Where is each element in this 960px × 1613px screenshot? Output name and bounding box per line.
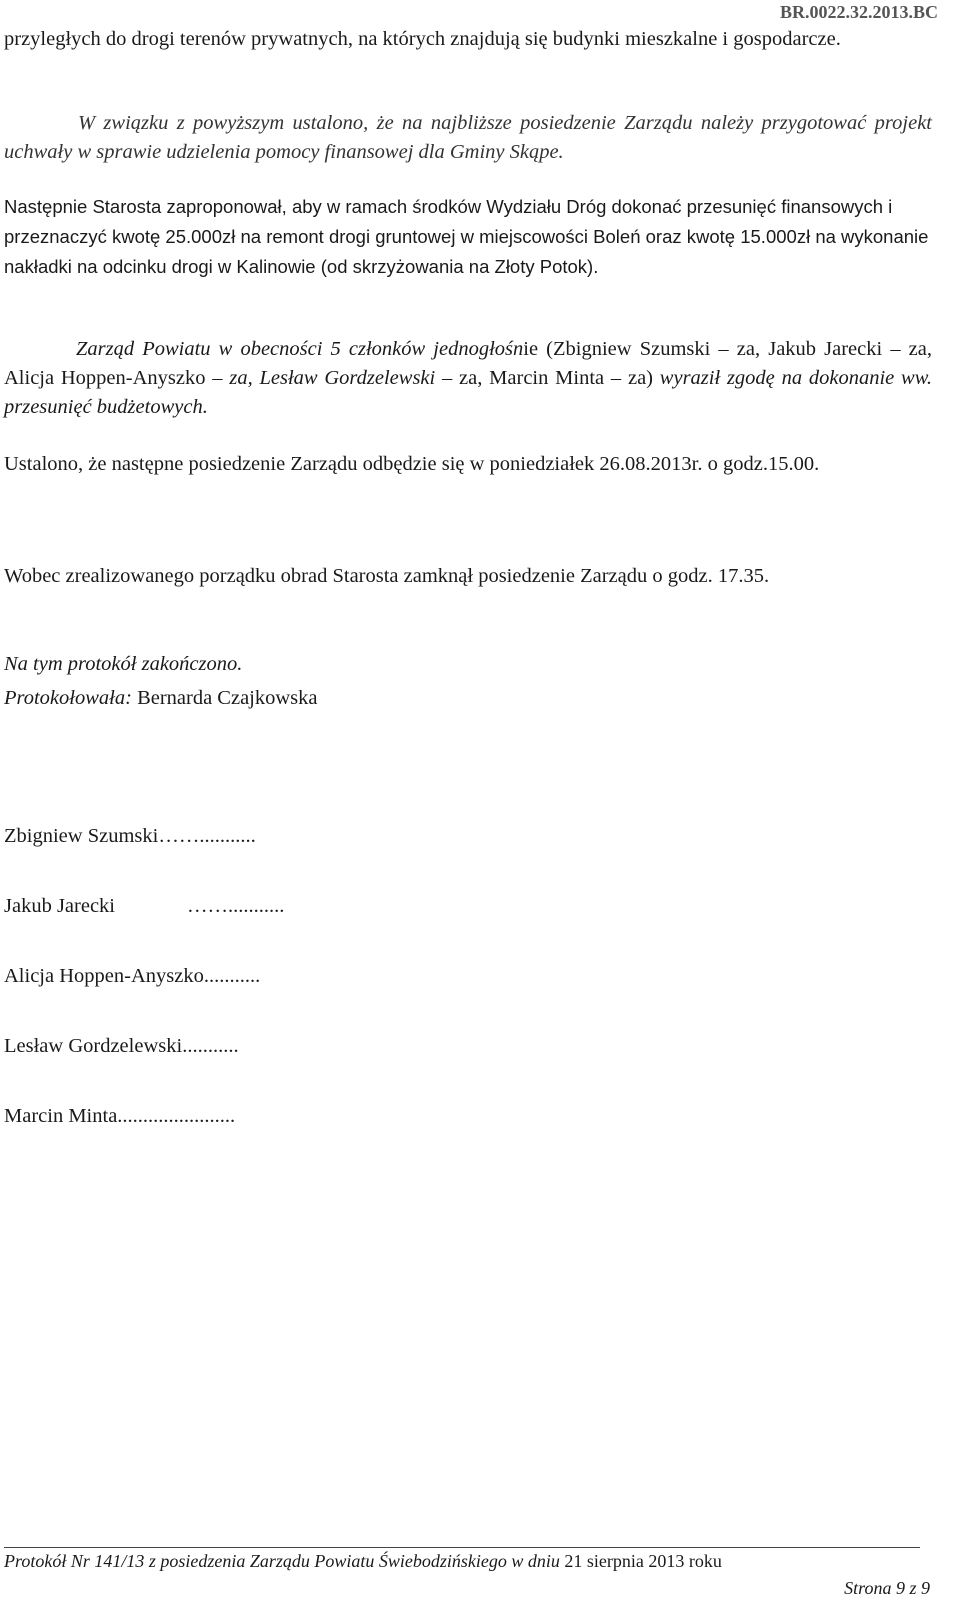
footer-protocol-info <box>4 1551 722 1572</box>
footer-divider <box>4 1547 920 1548</box>
signature-line-szumski <box>4 822 256 850</box>
vote-intro: Zarząd Powiatu w obecności 5 członków jednogłośn <box>76 338 524 360</box>
vote-members: ie (Zbigniew Szumski – za, Jakub Jarecki – za, Alicja Hoppen-Anyszko – <box>4 338 932 389</box>
signatory-name: Lesław Gordzelewski <box>4 1035 183 1057</box>
page-number: Strona 9 z 9 <box>844 1578 930 1598</box>
vote-members-italic: za, Lesław Gordzelewski <box>229 367 436 389</box>
recorder-name: Bernarda Czajkowska <box>131 687 318 709</box>
signature-dots: ........... <box>182 1035 239 1057</box>
signature-line-minta <box>4 1102 235 1130</box>
footer-date: 21 sierpnia 2013 roku <box>564 1551 722 1571</box>
document-reference: BR.0022.32.2013.BC <box>779 2 938 22</box>
signature-line-gordzelewski <box>4 1032 239 1060</box>
signatory-name: Alicja Hoppen-Anyszko <box>4 965 204 987</box>
signature-dots: ........... <box>203 965 261 987</box>
signatory-name: Jakub Jarecki <box>4 895 115 917</box>
closing-statement: Na tym protokół zakończono. <box>4 653 243 675</box>
paragraph-resolution-preparation: W związku z powyższym ustalono, że na najbliższe posiedzenie Zarządu należy przygotować projekt uchwały w sprawie udzielenia pomocy finansowej dla Gminy Skąpe. <box>4 112 932 163</box>
signature-dots: ……........... <box>187 895 285 917</box>
signatory-name: Marcin Minta <box>4 1105 118 1127</box>
paragraph-meeting-closed: Wobec zrealizowanego porządku obrad Starosta zamknął posiedzenie Zarządu o godz. 17.35. <box>4 565 770 587</box>
vote-result: wyraził zgodę na dokonanie ww. przesunięć budżetowych. <box>4 367 933 418</box>
paragraph-private-land: przyległych do drogi terenów prywatnych, na których znajdują się budynki mieszkalne i gospodarcze. <box>4 28 841 50</box>
paragraph-budget-shift-proposal: Następnie Starosta zaproponował, aby w ramach środków Wydziału Dróg dokonać przesunięć finansowych i przeznaczyć kwotę 25.000zł na remont drogi gruntowej w miejscowości Boleń oraz kwotę 15.000zł na wykonanie nakładki na odcinku drogi w Kalinowie (od skrzyżowania na Złoty Potok). <box>4 196 929 277</box>
signature-line-jarecki <box>4 892 285 920</box>
signatory-name: Zbigniew Szumski <box>4 825 159 847</box>
vote-members-end: – za, Marcin Minta – za) <box>435 367 660 389</box>
signature-dots: ……........... <box>158 825 256 847</box>
footer-text: Protokół Nr 141/13 z posiedzenia Zarządu Powiatu Świebodzińskiego w dniu <box>4 1551 565 1571</box>
signature-line-hoppen-anyszko <box>4 962 260 990</box>
recorder-label: Protokołowała: <box>4 687 132 709</box>
paragraph-next-meeting: Ustalono, że następne posiedzenie Zarządu odbędzie się w poniedziałek 26.08.2013r. o godz.15.00. <box>4 453 820 475</box>
recorder-line <box>4 681 932 715</box>
paragraph-board-vote <box>4 335 932 422</box>
closing-block <box>4 647 932 715</box>
signature-dots: ....................... <box>117 1105 236 1127</box>
